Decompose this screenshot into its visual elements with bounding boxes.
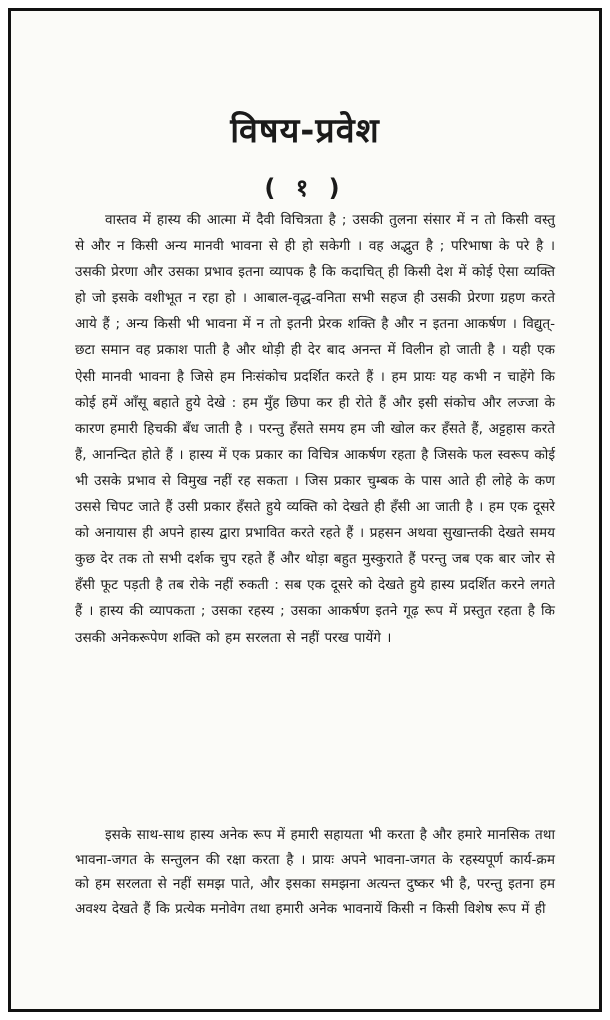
book-page xyxy=(8,8,602,1012)
chapter-title: विषय-प्रवेश xyxy=(230,111,380,151)
section-number: ( १ ) xyxy=(264,174,346,202)
paragraph-1: वास्तव में हास्य की आत्मा में दैवी विचित्रता है ; उसकी तुलना संसार में न तो किसी वस्तु से और न किसी अन्य मानवी भावना से ही हो सकेगी । वह अद्भुत है ; परिभाषा के परे है । उसकी प्रेरणा और उसका प्रभाव इतना व्यापक है कि कदाचित् ही किसी देश में कोई ऐसा व्यक्ति हो जो इसके वशीभूत न रहा हो । आबाल-वृद्ध-वनिता सभी सहज ही उसकी प्रेरणा ग्रहण करते आये हैं ; अन्य किसी भी भावना में न तो इतनी प्रेरक शक्ति है और न इतना आकर्षण । विद्युत्-छटा समान वह प्रकाश पाती है और थोड़ी ही देर बाद अनन्त में विलीन हो जाती है । यही एक ऐसी मानवी भावना है जिसे हम निःसंकोच प्रदर्शित करते हैं । हम प्रायः यह कभी न चाहेंगे कि कोई हमें आँसू बहाते हुये देखे : हम मुँह छिपा कर ही रोते हैं और इसी संकोच और लज्जा के कारण हमारी हिचकी बँध जाती है । परन्तु हँसते समय हम जी खोल कर हँसते हैं, अट्टहास करते हैं, आनन्दित होते हैं । हास्य में एक प्रकार का विचित्र आकर्षण रहता है जिसके फल स्वरूप कोई भी उसके प्रभाव से विमुख नहीं रह सकता । जिस प्रकार चुम्बक के पास आते ही लोहे के कण उससे चिपट जाते हैं उसी प्रकार हँसते हुये व्यक्ति को देखते ही हँसी आ जाती है । हम एक दूसरे को अनायास ही अपने हास्य द्वारा प्रभावित करते रहते हैं । प्रहसन अथवा सुखान्तकी देखते समय कुछ देर तक तो सभी दर्शक चुप रहते हैं और थोड़ा बहुत मुस्कुराते हैं परन्तु जब एक बार जोर से हँसी फूट पड़ती है तब रोके नहीं रुकती : सब एक दूसरे को देखते हुये हास्य प्रदर्शित करने लगते हैं । हास्य की व्यापकता ; उसका रहस्य ; उसका आकर्षण इतने गूढ़ रूप में प्रस्तुत रहता है कि उसकी अनेकरूपेण शक्ति को हम सरलता से नहीं परख पायेंगे । xyxy=(75,212,555,646)
paragraph-2: इसके साथ-साथ हास्य अनेक रूप में हमारी सहायता भी करता है और हमारे मानसिक तथा भावना-जगत के सन्तुलन की रक्षा करता है । प्रायः अपने भावना-जगत के रहस्यपूर्ण कार्य-क्रम को हम सरलता से नहीं समझ पाते, और इसका समझना अत्यन्त दुष्कर भी है, परन्तु इतना हम अवश्य देखते हैं कि प्रत्येक मनोवेग तथा हमारी अनेक भावनायें किसी न किसी विशेष रूप में ही xyxy=(75,827,555,917)
